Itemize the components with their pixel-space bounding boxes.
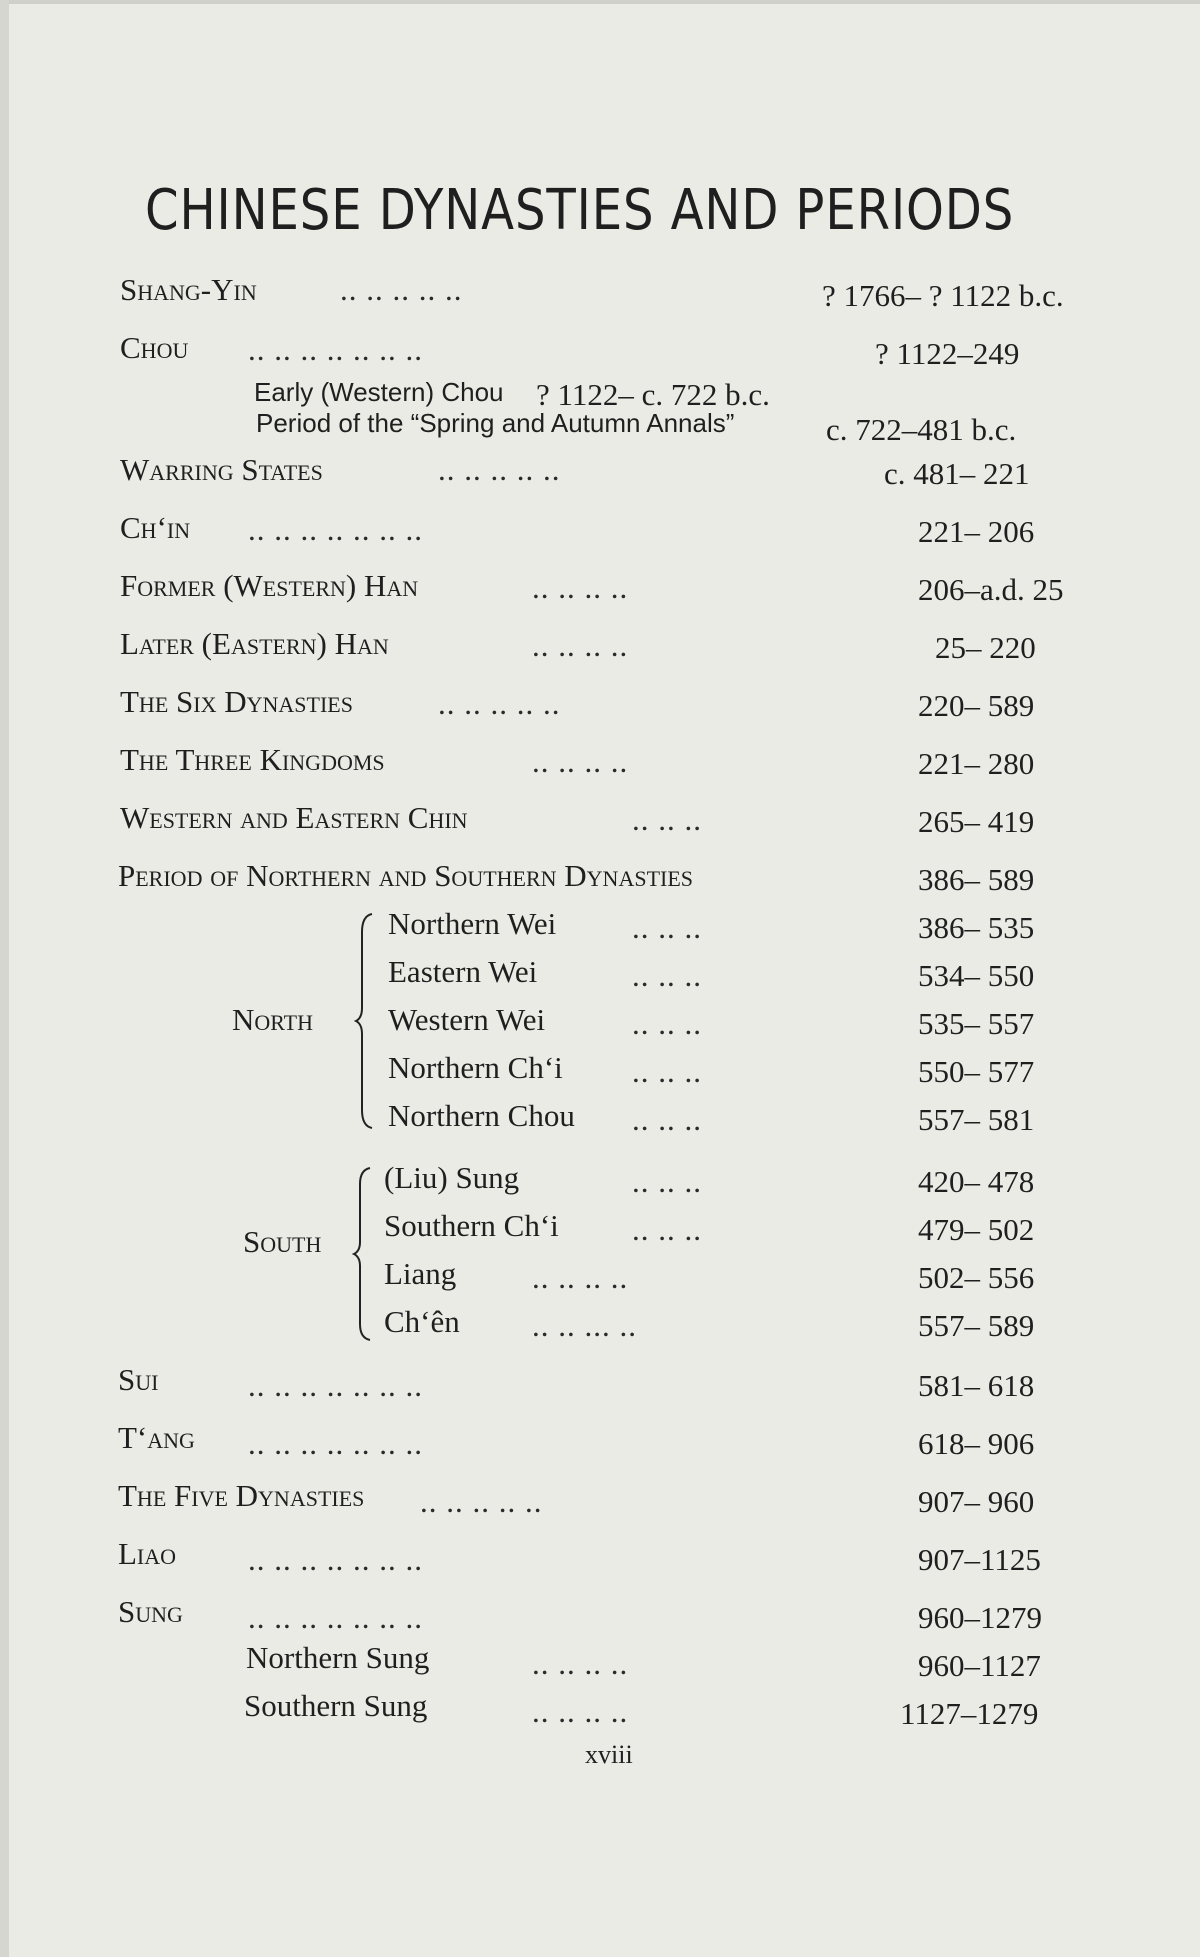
north-brace <box>354 912 376 1130</box>
north-dynasty-dates: 535– 557 <box>918 1006 1035 1041</box>
sub-dynasty-label: Southern Sung <box>244 1688 428 1723</box>
leader-dots: .. .. .. .. .. <box>420 1484 543 1519</box>
south-dynasty-dates: 479– 502 <box>918 1212 1035 1247</box>
dynasty-dates: ? 1766– ? 1122 b.c. <box>822 278 1064 313</box>
sub-period-dates: c. 722–481 b.c. <box>826 412 1017 447</box>
dynasty-label: Period of Northern and Southern Dynasties <box>118 858 694 893</box>
north-dynasty-label: Western Wei <box>388 1002 546 1037</box>
south-dynasty-label: Ch‘ên <box>384 1304 460 1339</box>
south-group-label: South <box>243 1224 322 1259</box>
dynasty-dates: ? 1122–249 <box>875 336 1020 371</box>
south-brace <box>352 1166 374 1342</box>
dynasty-label: Liao <box>118 1536 177 1571</box>
dynasty-label: Shang-Yin <box>120 272 257 307</box>
south-dynasty-label: (Liu) Sung <box>384 1160 520 1195</box>
dynasty-dates: 386– 589 <box>918 862 1035 897</box>
leader-dots: .. .. .. .. .. .. .. <box>248 1600 423 1635</box>
leader-dots: .. .. .. <box>632 1212 702 1247</box>
dynasty-label: The Three Kingdoms <box>120 742 385 777</box>
sub-period-label: Early (Western) Chou <box>254 377 504 407</box>
north-dynasty-label: Northern Ch‘i <box>388 1050 563 1085</box>
leader-dots: .. .. .. .. <box>532 628 629 663</box>
south-dynasty-label: Liang <box>384 1256 457 1291</box>
dynasty-dates: 221– 280 <box>918 746 1035 781</box>
page-left-edge <box>0 0 9 1957</box>
dynasty-label: Chou <box>120 330 189 365</box>
dynasty-label: Later (Eastern) Han <box>120 626 389 661</box>
leader-dots: .. .. .. <box>632 1164 702 1199</box>
sub-dynasty-label: Northern Sung <box>246 1640 430 1675</box>
north-dynasty-label: Eastern Wei <box>388 954 538 989</box>
dynasty-dates: 220– 589 <box>918 688 1035 723</box>
dynasty-dates: c. 481– 221 <box>884 456 1030 491</box>
leader-dots: .. .. .. .. .. .. .. <box>248 1368 423 1403</box>
dynasty-dates: 907–1125 <box>918 1542 1041 1577</box>
sub-dynasty-dates: 1127–1279 <box>900 1696 1039 1731</box>
leader-dots: .. .. .. .. .. <box>340 272 463 307</box>
north-dynasty-dates: 386– 535 <box>918 910 1035 945</box>
leader-dots: .. .. .. .. .. .. .. <box>248 512 423 547</box>
page-title: CHINESE DYNASTIES AND PERIODS <box>145 178 1015 243</box>
dynasty-dates: 907– 960 <box>918 1484 1035 1519</box>
leader-dots: .. .. .. <box>632 802 702 837</box>
page-number: xviii <box>585 1740 633 1769</box>
dynasty-dates: 206–a.d. 25 <box>918 572 1064 607</box>
dynasty-label: Sui <box>118 1362 159 1397</box>
sub-period-label: Period of the “Spring and Autumn Annals” <box>256 408 735 438</box>
north-dynasty-label: Northern Chou <box>388 1098 575 1133</box>
north-dynasty-dates: 534– 550 <box>918 958 1035 993</box>
dynasty-label: The Five Dynasties <box>118 1478 365 1513</box>
leader-dots: .. .. .. .. .. .. .. <box>248 1426 423 1461</box>
leader-dots: .. .. .. .. <box>532 1694 629 1729</box>
leader-dots: .. .. .. .. <box>532 1260 629 1295</box>
leader-dots: .. .. .. <box>632 958 702 993</box>
sub-period-dates: ? 1122– c. 722 b.c. <box>536 377 770 412</box>
south-dynasty-dates: 502– 556 <box>918 1260 1035 1295</box>
leader-dots: .. .. .. <box>632 910 702 945</box>
dynasty-dates: 25– 220 <box>935 630 1036 665</box>
north-dynasty-dates: 550– 577 <box>918 1054 1035 1089</box>
dynasty-label: Former (Western) Han <box>120 568 419 603</box>
leader-dots: .. .. .. <box>632 1102 702 1137</box>
dynasty-label: Western and Eastern Chin <box>120 800 468 835</box>
leader-dots: .. .. .. <box>632 1006 702 1041</box>
leader-dots: .. .. .. .. <box>532 1646 629 1681</box>
dynasty-label: The Six Dynasties <box>120 684 353 719</box>
dynasty-label: T‘ang <box>118 1420 195 1455</box>
south-dynasty-label: Southern Ch‘i <box>384 1208 559 1243</box>
leader-dots: .. .. .. .. .. <box>438 686 561 721</box>
leader-dots: .. .. .. .. .. .. .. <box>248 1542 423 1577</box>
dynasty-dates: 221– 206 <box>918 514 1035 549</box>
leader-dots: .. .. .. .. <box>532 744 629 779</box>
north-dynasty-label: Northern Wei <box>388 906 557 941</box>
dynasty-dates: 618– 906 <box>918 1426 1035 1461</box>
dynasty-dates: 265– 419 <box>918 804 1035 839</box>
dynasty-label: Ch‘in <box>120 510 191 545</box>
dynasty-label: Sung <box>118 1594 183 1629</box>
dynasty-label: Warring States <box>120 452 323 487</box>
page-top-edge <box>0 0 1200 4</box>
north-group-label: North <box>232 1002 313 1037</box>
dynasty-dates: 960–1279 <box>918 1600 1042 1635</box>
leader-dots: .. .. .. <box>632 1054 702 1089</box>
leader-dots: .. .. .. .. .. <box>438 452 561 487</box>
south-dynasty-dates: 557– 589 <box>918 1308 1035 1343</box>
north-dynasty-dates: 557– 581 <box>918 1102 1035 1137</box>
dynasty-dates: 581– 618 <box>918 1368 1035 1403</box>
leader-dots: .. .. .. .. .. .. .. <box>248 332 423 367</box>
south-dynasty-dates: 420– 478 <box>918 1164 1035 1199</box>
leader-dots: .. .. ... .. <box>532 1308 637 1343</box>
leader-dots: .. .. .. .. <box>532 570 629 605</box>
sub-dynasty-dates: 960–1127 <box>918 1648 1041 1683</box>
